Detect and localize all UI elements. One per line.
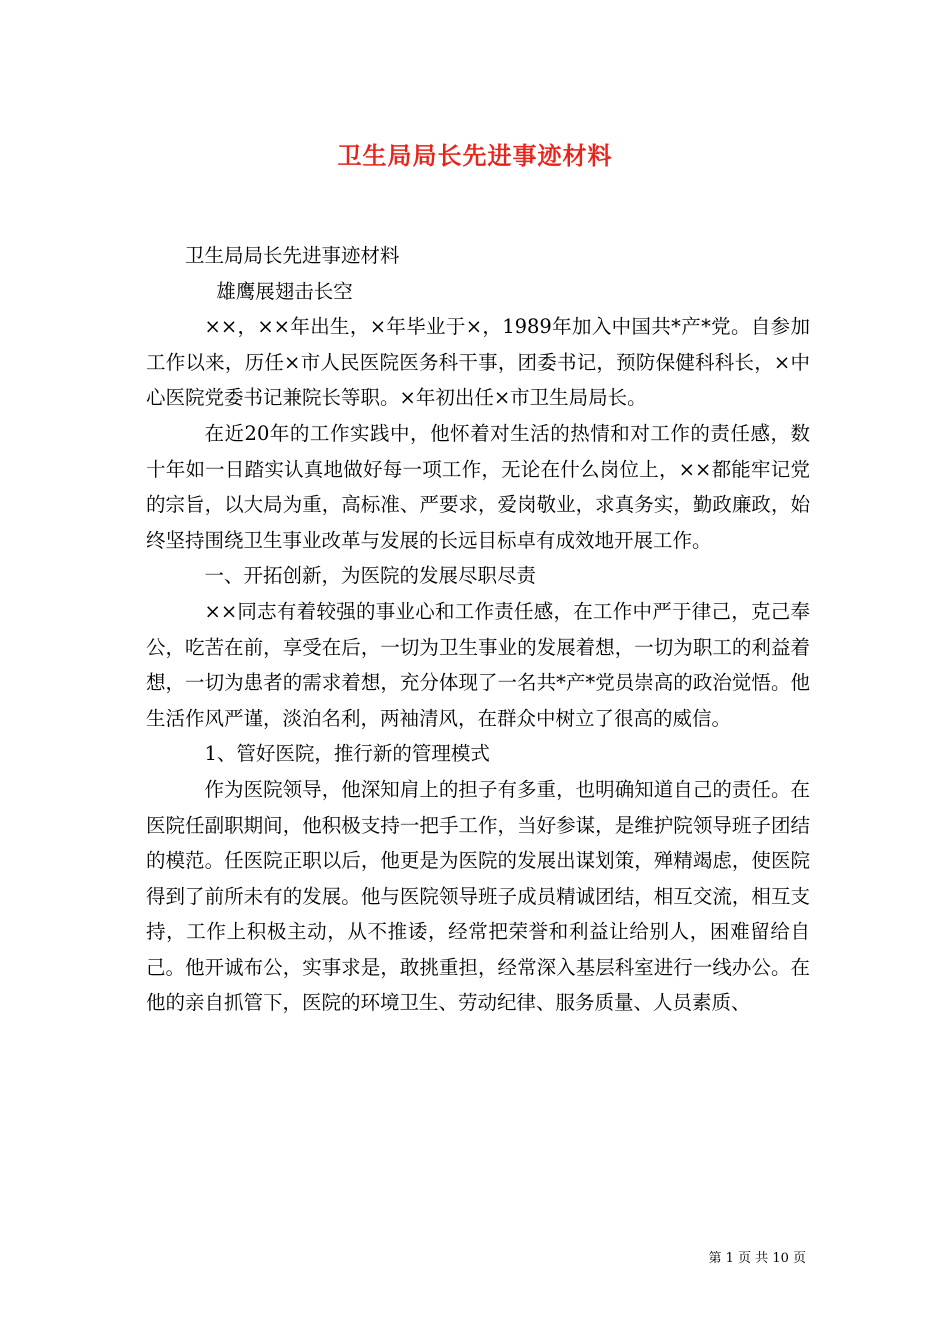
- document-title: 卫生局局长先进事迹材料: [337, 141, 613, 170]
- heading-section-1: 一、开拓创新，为医院的发展尽职尽责: [204, 564, 537, 588]
- paragraph-career: 在近20年的工作实践中，他怀着对生活的热情和对工作的责任感，数十年如一日踏实认真地做好每一项工作，无论在什么岗位上，××都能牢记党的宗旨，以大局为重，高标准、严要求，爱岗敬业，求真务实，勤政廉政，始终坚持围绕卫生事业改革与发展的长远目标卓有成效地开展工作。: [146, 421, 810, 552]
- paragraph-character: ××同志有着较强的事业心和工作责任感，在工作中严于律己，克己奉公，吃苦在前，享受在后，一切为卫生事业的发展着想，一切为职工的利益着想，一切为患者的需求着想，充分体现了一名共*产*党员崇高的政治觉悟。他生活作风严谨，淡泊名利，两袖清风，在群众中树立了很高的威信。: [146, 599, 810, 730]
- subtitle-line: 卫生局局长先进事迹材料: [185, 244, 400, 267]
- document-body: [146, 238, 810, 1021]
- paragraph-management: 作为医院领导，他深知肩上的担子有多重，也明确知道自己的责任。在医院任副职期间，他积极支持一把手工作，当好参谋，是维护院领导班子团结的模范。任医院正职以后，他更是为医院的发展出谋划策，殚精竭虑，使医院得到了前所未有的发展。他与医院领导班子成员精诚团结，相互交流，相互支持，工作上积极主动，从不推诿，经常把荣誉和利益让给别人，困难留给自己。他开诚布公，实事求是，敢挑重担，经常深入基层科室进行一线办公。在他的亲自抓管下，医院的环境卫生、劳动纪律、服务质量、人员素质、: [146, 777, 810, 1015]
- heading-subsection-1: 1、管好医院，推行新的管理模式: [204, 742, 490, 766]
- section-motto: 雄鹰展翅击长空: [216, 279, 353, 303]
- page-number: 第 1 页 共 10 页: [708, 1251, 806, 1266]
- paragraph-intro: ××，××年出生，×年毕业于×，1989年加入中国共*产*党。自参加工作以来，历任×市人民医院医务科干事，团委书记，预防保健科科长，×中心医院党委书记兼院长等职。×年初出任×市卫生局局长。: [146, 315, 810, 410]
